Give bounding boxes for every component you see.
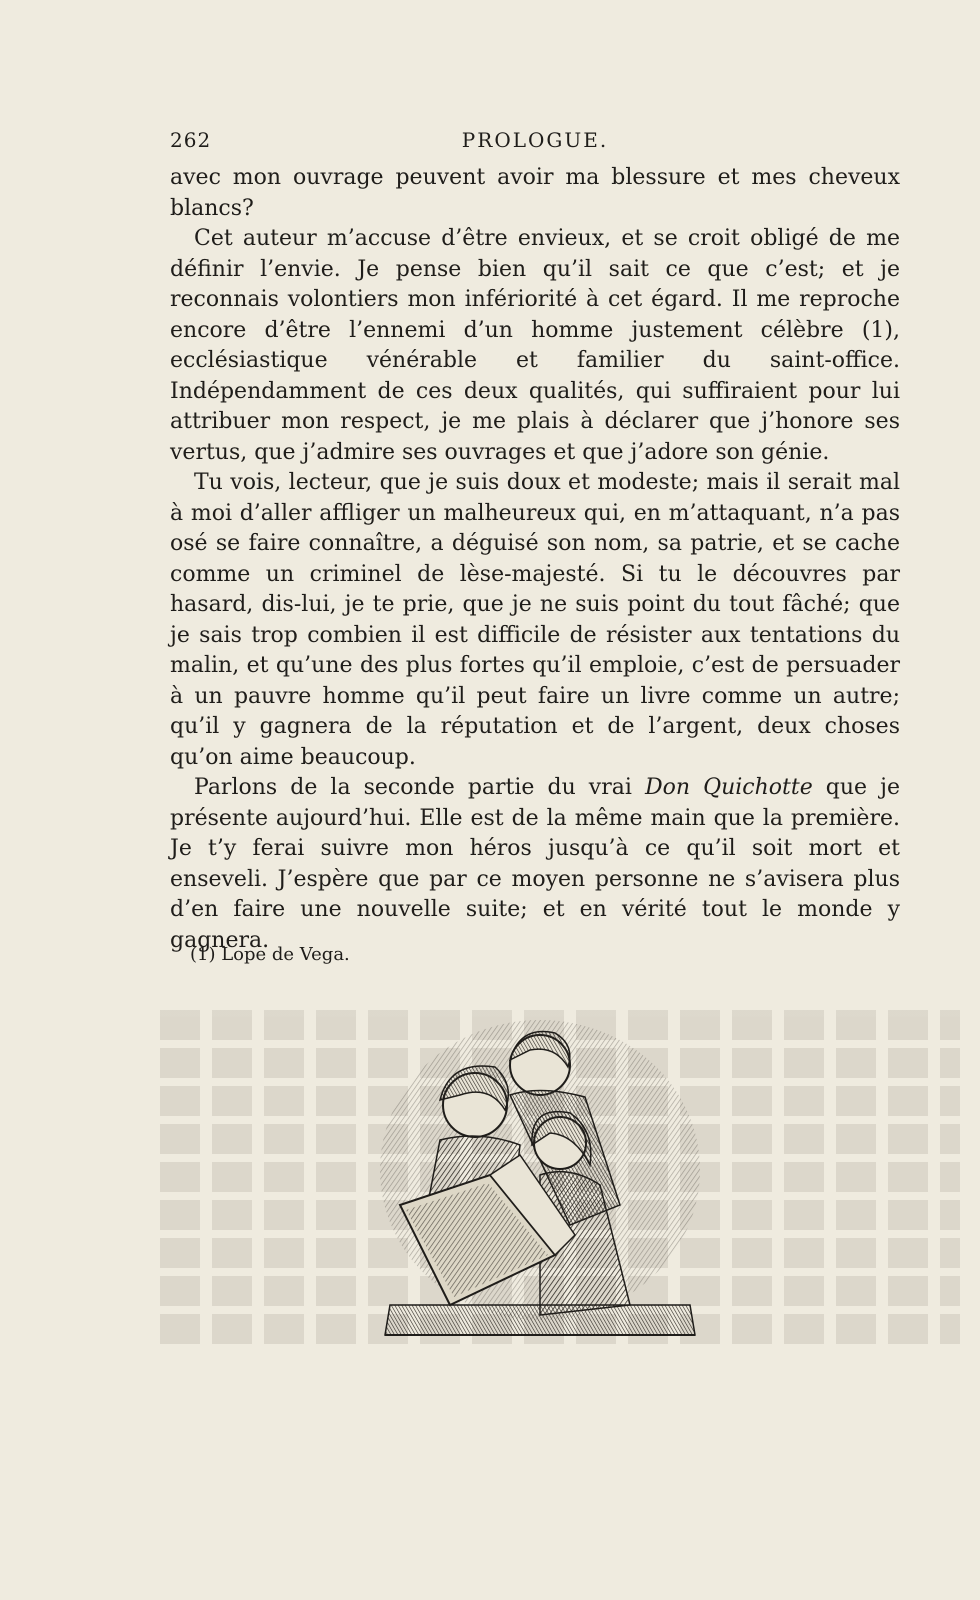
page-header [170,128,900,158]
paragraph-reader: Tu vois, lecteur, que je suis doux et modeste; mais il serait mal à moi d’aller affliger un malheureux qui, en m’attaquant, n’a pas osé se faire connaître, a déguisé son nom, sa patrie, et se cache comme un criminel de lèse-majesté. Si tu le découvres par hasard, dis-lui, je te prie, que je ne suis point du tout fâché; que je sais trop combien il est difficile de résister aux tentations du malin, et qu’une des plus fortes qu’il emploie, c’est de persuader à un pauvre homme qu’il peut faire un livre comme un autre; qu’il y gagnera de la réputation et de l’argent, deux choses qu’on aime beaucoup. [170,470,900,770]
book-title-italic: Don Quichotte [644,775,813,800]
running-title: PROLOGUE. [461,128,609,152]
paragraph-text-after: que je présente aujourd’hui. Elle est de la même main que la première. Je t’y ferai suivre mon héros jusqu’à ce qu’il soit mort et enseveli. J’espère que par ce moyen personne ne s’avisera plus d’en faire une nouvelle suite; et en vérité tout le monde y gagnera. [170,775,900,953]
paragraph-second-part [170,773,900,956]
body-text [170,163,900,956]
page-number: 262 [170,128,212,152]
paragraph-continuation: avec mon ouvrage peuvent avoir ma blessure et mes cheveux blancs? [170,165,900,221]
paragraph-text-before: Parlons de la seconde partie du vrai [194,775,645,800]
footnote: (1) Lope de Vega. [190,944,350,965]
engraving-children-reading-book-icon [370,1005,710,1345]
paragraph-envy: Cet auteur m’accuse d’être envieux, et se croit obligé de me définir l’envie. Je pense bien qu’il sait ce que c’est; et je reconnais volontiers mon infériorité à cet égard. Il me reproche encore d’être l’ennemi d’un homme justement célèbre (1), ecclésiastique vénérable et familier du saint-office. Indépendamment de ces deux qualités, qui suffiraient pour lui attribuer mon respect, je me plais à déclarer que j’honore ses vertus, que j’admire ses ouvrages et que j’adore son génie. [170,226,900,465]
